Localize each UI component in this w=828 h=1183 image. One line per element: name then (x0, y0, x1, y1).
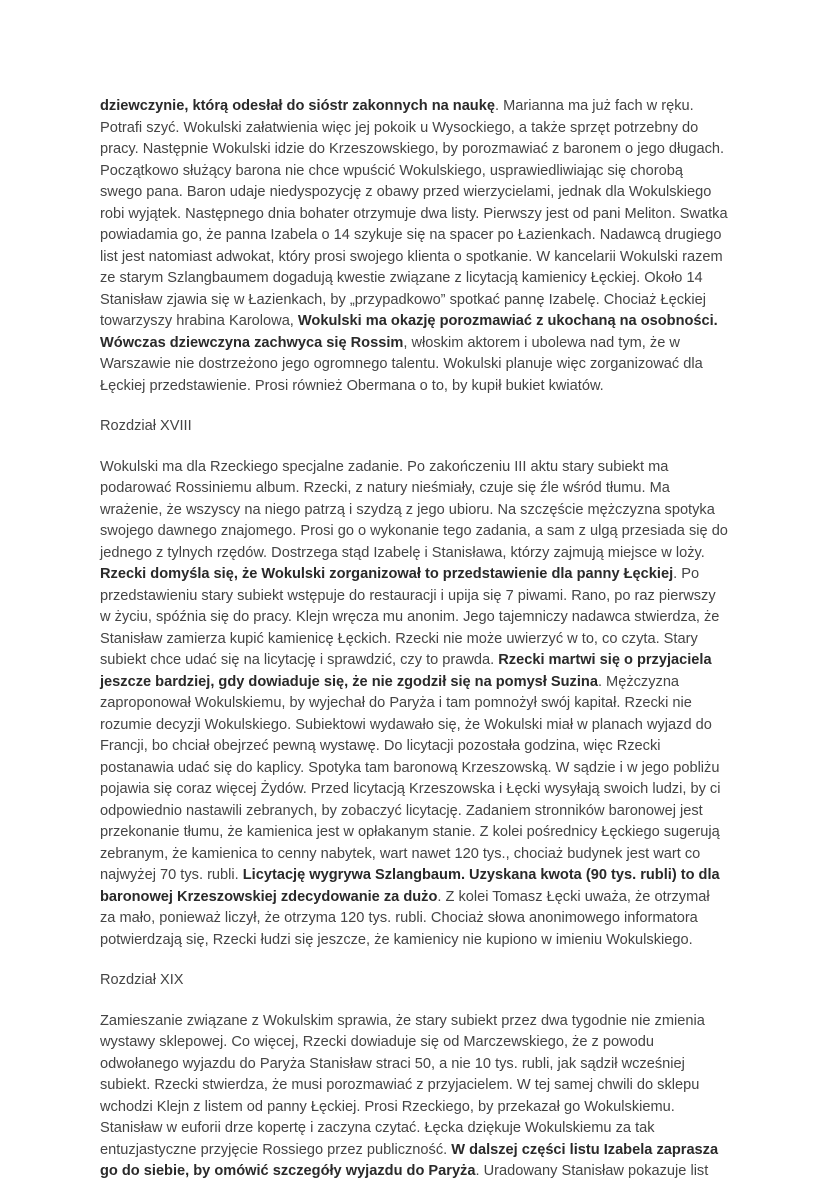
paragraph-chapter-xix (100, 1011, 728, 1183)
body-text: Zamieszanie związane z Wokulskim sprawia, że stary subiekt przez dwa tygodnie nie zmienia wystawy sklepowej. Co więcej, Rzecki dowiaduje się od Marczewskiego, że z powodu odwołanego wyjazdu do Paryża Stanisław straci 50, a nie 10 tys. rubli, jak sądził wcześniej subiekt. Rzecki stwierdza, że musi porozmawiać z przyjacielem. W tej samej chwili do sklepu wchodzi Klejn z listem od panny Łęckiej. Prosi Rzeckiego, by przekazał go Wokulskiemu. Stanisław w euforii drze kopertę i zaczyna czytać. Łęcka dziękuje Wokulskiemu za tak entuzjastyczne przyjęcie Rossiego przez publiczność. (100, 1012, 705, 1158)
body-text: . Z kolei Tomasz Łęcki uważa, że otrzymał za mało, ponieważ liczył, że otrzyma 120 tys. rubli. Chociaż słowa anonimowego informatora potwierdzają się, Rzecki łudzi się jeszcze, że kamienicy nie kupiono w imieniu Wokulskiego. (100, 888, 710, 948)
body-text: . Uradowany Stanisław pokazuje list (475, 1163, 709, 1179)
paragraph-chapter-xvii-end (100, 96, 728, 397)
chapter-heading-xviii: Rozdział XVIII (100, 418, 192, 434)
body-text: . Marianna ma już fach w ręku. Potrafi szyć. Wokulski załatwienia więc jej pokoik u Wysockiego, a także sprzęt potrzebny do pracy. Następnie Wokulski idzie do Krzeszowskiego, by porozmawiać z baronem o jego długach. Początkowo służący barona nie chce wpuścić Wokulskiego, usprawiedliwiając się chorobą swego pana. Baron udaje niedyspozycję z obawy przed wierzycielami, jednak dla Wokulskiego robi wyjątek. Następnego dnia bohater otrzymuje dwa listy. Pierwszy jest od pani Meliton. Swatka powiadamia go, że panna Izabela o 14 szykuje się na spacer po Łazienkach. Nadawcą drugiego list jest natomiast adwokat, który prosi swojego klienta o spotkanie. W kancelarii Wokulski razem ze starym Szlangbaumem dogadują kwestie związane z licytacją kamienicy Łęckiej. Około 14 Stanisław zjawia się w Łazienkach, by „przypadkowo” spotkać pannę Izabelę. Chociaż Łęckiej towarzyszy hrabina Karolowa, (100, 98, 728, 329)
body-text: Wokulski ma dla Rzeckiego specjalne zadanie. Po zakończeniu III aktu stary subiekt ma podarować Rossiniemu album. Rzecki, z natury nieśmiały, czuje się źle wśród tłumu. Ma wrażenie, że wszyscy na niego patrzą i szydzą z jego ubioru. Na szczęście mężczyzna spotyka swojego dawnego znajomego. Prosi go o wykonanie tego zadania, a sam z ulgą przesiada się do jednego z tylnych rzędów. Dostrzega stąd Izabelę i Stanisława, którzy zajmują miejsce w loży. (100, 458, 728, 561)
paragraph-chapter-xviii (100, 457, 728, 952)
body-text: . Mężczyzna zaproponował Wokulskiemu, by wyjechał do Paryża i tam pomnożył swój kapitał. Rzecki nie rozumie decyzji Wokulskiego. Subiektowi wydawało się, że Wokulski miał w planach wyjazd do Francji, bo chciał obejrzeć pewną wystawę. Do licytacji pozostała godzina, więc Rzecki postanawia udać się do kaplicy. Spotyka tam baronową Krzeszowską. W sądzie i w jego pobliżu pojawia się coraz więcej Żydów. Przed licytacją Krzeszowska i Łęcki wysyłają swoich ludzi, by ci odpowiednio nastawili zebranych, by zobaczyć licytację. Zadaniem stronników baronowej jest przekonanie tłumu, że kamienica jest w opłakanym stanie. Z kolei pośrednicy Łęckiego sugerują zebranym, że kamienica to cenny nabytek, wart nawet 120 tys., chociaż budynek jest wart co najwyżej 70 tys. rubli. (100, 673, 721, 883)
body-text: . Po przedstawieniu stary subiekt wstępuje do restauracji i upija się 7 piwami. Rano, po raz pierwszy w życiu, spóźnia się do pracy. Klejn wręcza mu anonim. Jego tajemniczy nadawca stwierdza, że Stanisław zamierza kupić kamienicę Łęckich. Rzecki nie może uwierzyć w to, co czyta. Stary subiekt chce udać się na licytację i sprawdzić, czy to prawda. (100, 566, 720, 668)
bold-text: W dalszej części listu Izabela zaprasza go do siebie, by omówić szczegóły wyjazdu do Paryża (100, 1141, 719, 1179)
bold-text: Rzecki martwi się o przyjaciela jeszcze bardziej, gdy dowiaduje się, że nie zgodził się na pomysł Suzina (100, 652, 712, 690)
chapter-heading-xix: Rozdział XIX (100, 972, 184, 988)
bold-text: Rzecki domyśla się, że Wokulski zorganizował to przedstawienie dla panny Łęckiej (100, 566, 674, 582)
bold-text: Licytację wygrywa Szlangbaum. Uzyskana kwota (90 tys. rubli) to dla baronowej Krzeszowskiej zdecydowanie za dużo (100, 867, 720, 905)
body-text: , włoskim aktorem i ubolewa nad tym, że w Warszawie nie dostrzeżono jego ogromnego talentu. Wokulski planuje więc zorganizować dla Łęckiej przedstawienie. Prosi również Obermana o to, by kupił bukiet kwiatów. (100, 334, 703, 394)
bold-text: dziewczynie, którą odesłał do sióstr zakonnych na naukę (100, 98, 495, 114)
bold-text: Wokulski ma okazję porozmawiać z ukochaną na osobności. Wówczas dziewczyna zachwyca się Rossim (100, 313, 718, 351)
